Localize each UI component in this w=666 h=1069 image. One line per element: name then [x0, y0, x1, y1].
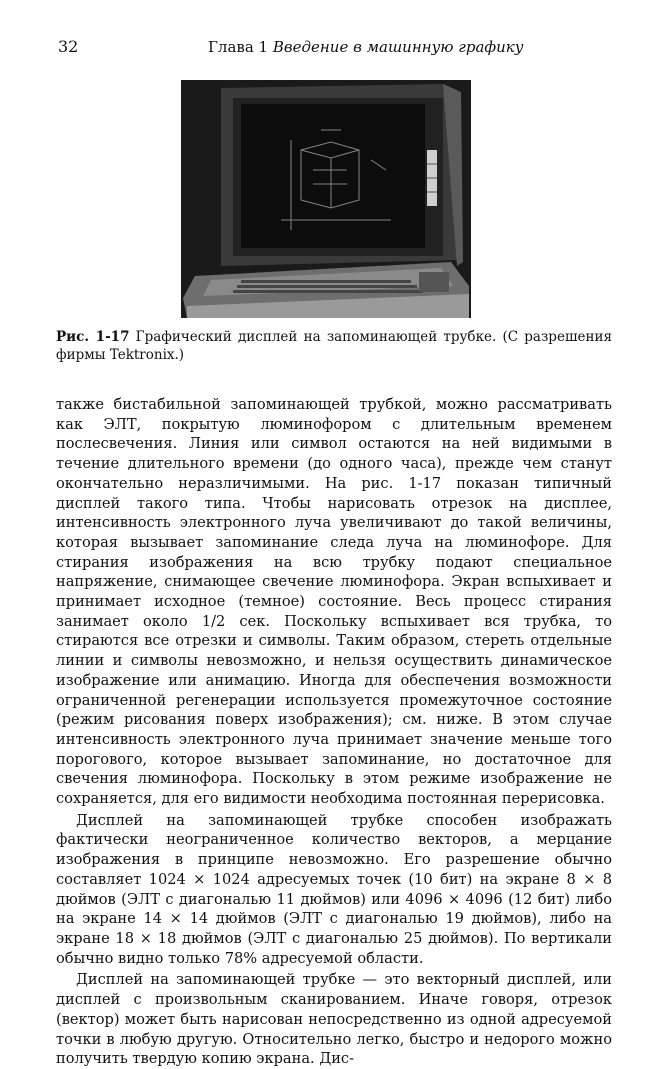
page-number: 32 — [58, 37, 79, 56]
storage-tube-display-photo — [181, 80, 471, 318]
paragraph: Дисплей на запоминающей трубке способен изображать фактически неограниченное количество векторов, а мерцание изображения в принципе невозможно. Его разрешение обычно составляет 1024 × 1024 адресуемых точек (10 бит) на экране 8 × 8 дюймов (ЭЛТ с диагональю 11 дюймов) или 4096 × 4096 (12 бит) либо на экране 14 × 14 дюймов (ЭЛТ с диагональю 19 дюймов), либо на экране 18 × 18 дюймов (ЭЛТ с диагональю 25 дюймов). По вертикали обычно видно только 78% адресуемой области. — [56, 811, 612, 967]
caption-text: Графический дисплей на запоминающей трубке. (С разрешения фирмы Tektronix.) — [56, 329, 612, 363]
figure-caption — [56, 328, 612, 364]
chapter-title: Введение в машинную графику — [272, 38, 524, 56]
paragraph: также бистабильной запоминающей трубкой, можно рассматривать как ЭЛТ, покрытую люминофором с длительным временем послесвечения. Линия или символ остаются на ней видимыми в течение длительного времени (до одного часа), прежде чем станут окончательно неразличимыми. На рис. 1-17 показан типичный дисплей такого типа. Чтобы нарисовать отрезок на дисплее, интенсивность электронного луча увеличивают до такой величины, которая вызывает запоминание следа луча на люминофоре. Для стирания изображения на всю трубку подают специальное напряжение, снимающее свечение люминофора. Экран вспыхивает и принимает исходное (темное) состояние. Весь процесс стирания занимает около 1/2 сек. Поскольку вспыхивает вся трубка, то стираются все отрезки и символы. Таким образом, стереть отдельные линии и символы невозможно, и нельзя осуществить динамическое изображение или анимацию. Иногда для обеспечения возможности ограниченной регенерации используется промежуточное состояние (режим рисования поверх изображения); см. ниже. В этом случае интенсивность электронного луча принимает значение меньше того порогового, которое вызывает запоминание, но достаточное для свечения люминофора. Поскольку в этом режиме изображение не сохраняется, для его видимости необходима постоянная перерисовка. — [56, 396, 612, 808]
body-text — [56, 395, 612, 1069]
chapter-label: Глава 1 — [208, 38, 269, 56]
paragraph: Дисплей на запоминающей трубке — это векторный дисплей, или дисплей с произвольным сканированием. Иначе говоря, отрезок (вектор) может быть нарисован непосредственно из одной адресуемой точки в любую другую. Относительно легко, быстро и недорого можно получить твердую копию экрана. Дис- — [56, 971, 612, 1068]
caption-label: Рис. 1-17 — [56, 329, 130, 345]
running-header — [208, 38, 523, 56]
